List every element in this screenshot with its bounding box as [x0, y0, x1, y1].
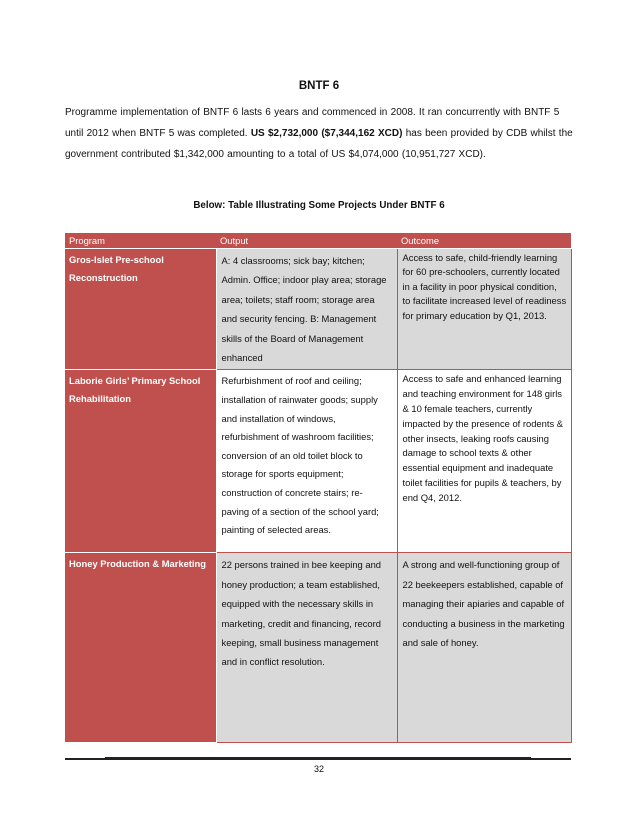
table-caption: Below: Table Illustrating Some Projects Under BNTF 6: [193, 200, 445, 211]
table-header-row: [65, 233, 571, 249]
projects-table: [65, 233, 572, 743]
header-outcome: Outcome: [397, 233, 571, 249]
output-cell: 22 persons trained in bee keeping and honey production; a team established, equipped with the necessary skills in marketing, credit and financing, record keeping, small business management and in conflict resolution.: [216, 553, 397, 743]
program-cell: Laborie Girls’ Primary School Rehabilitation: [65, 370, 216, 553]
page-title: BNTF 6: [298, 80, 340, 92]
header-program: Program: [65, 233, 216, 249]
page-number: 32: [313, 764, 324, 774]
footer-divider: [65, 758, 571, 760]
intro-paragraph: [65, 102, 575, 165]
table-row: [65, 249, 571, 370]
paragraph-text-2: has been provided by CDB whilst the government contributed $1,342,000 amounting to a total of US $4,074,000 (10,951,727 XCD).: [65, 128, 573, 160]
table-row: [65, 370, 571, 553]
output-cell: A: 4 classrooms; sick bay; kitchen; Admin. Office; indoor play area; storage area; toilets; staff room; storage area and security fencing. B: Management skills of the Board of Management enhanced: [216, 249, 397, 370]
paragraph-text-1: Programme implementation of BNTF 6 lasts 6 years and commenced in 2008. It ran concurrently with BNTF 5 until 2012 when BNTF 5 was completed.: [65, 107, 560, 139]
header-output: Output: [216, 233, 397, 249]
program-cell: Gros-Islet Pre-school Reconstruction: [65, 249, 216, 370]
program-cell: Honey Production & Marketing: [65, 553, 216, 743]
table-row: [65, 553, 571, 743]
outcome-cell: Access to safe, child-friendly learning for 60 pre-schoolers, currently located in a facility in poor physical condition, to facilitate increased level of readiness for primary education by Q1, 2013.: [397, 249, 571, 370]
output-cell: Refurbishment of roof and ceiling; installation of rainwater goods; supply and installation of windows, refurbishment of washroom facilities; conversion of an old toilet block to storage for sports equipment; construction of concrete stairs; re- paving of a section of the school yard; painting of selected areas.: [216, 370, 397, 553]
outcome-cell: Access to safe and enhanced learning and teaching environment for 148 girls & 10 female teachers, currently impacted by the presence of rodents & other insects, leaking roofs causing damage to school texts & other essential equipment and inadequate toilet facilities for pupils & teachers, by end Q4, 2012.: [397, 370, 571, 553]
paragraph-bold-amount: US $2,732,000 ($7,344,162 XCD): [250, 128, 403, 139]
outcome-cell: A strong and well-functioning group of 22 beekeepers established, capable of managing their apiaries and capable of conducting a business in the marketing and sale of honey.: [397, 553, 571, 743]
